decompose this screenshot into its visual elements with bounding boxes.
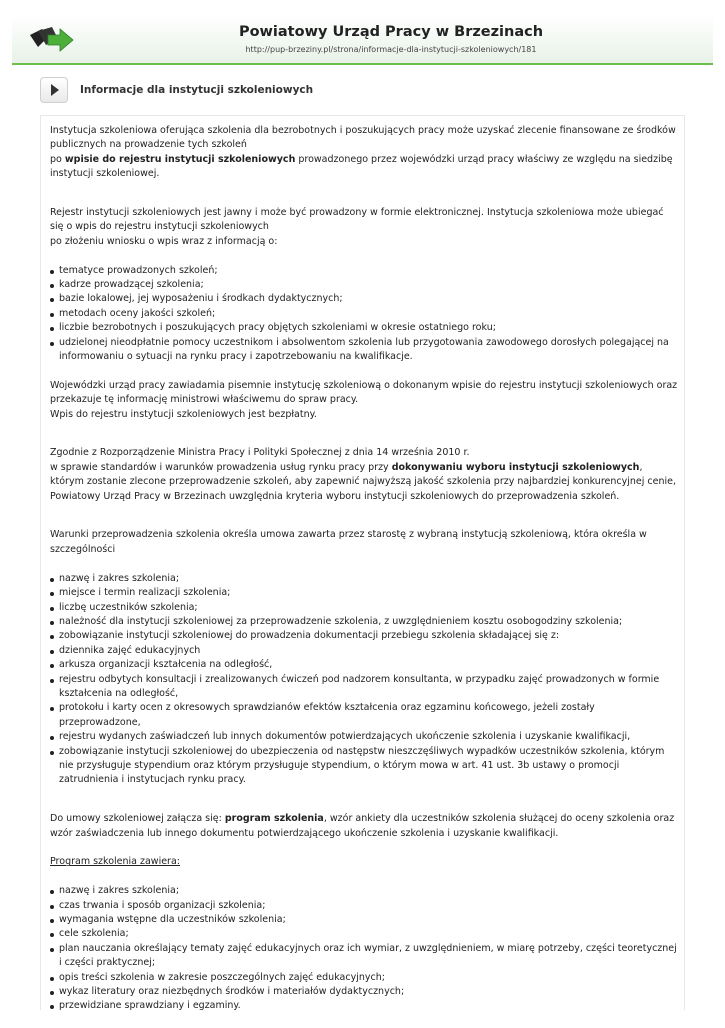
list-item: cele szkolenia; — [50, 927, 678, 941]
list-item: liczbę uczestników szkolenia; — [50, 601, 678, 615]
list-program-contents — [50, 884, 678, 1014]
text: Instytucja szkoleniowa oferująca szkolenia dla bezrobotnych i poszukujących pracy może uzyskać zlecenie finansowane ze środków publicznych na prowadzenie tych szkoleń — [50, 125, 676, 151]
text: Rejestr instytucji szkoleniowych jest jawny i może być prowadzony w formie elektronicznej. Instytucja szkoleniowa może ubiegać się o wpis do rejestru instytucji szkoleniowych — [50, 207, 664, 233]
list-item: kadrze prowadzącej szkolenia; — [50, 278, 678, 292]
text: , wzór ankiety dla uczestników szkolenia służącej do oceny szkolenia oraz wzór zaświadczenia lub innego dokumentu potwierdzającego ukończenie szkolenia i uzyskanie kwalifikacji. — [50, 813, 675, 839]
text: Zgodnie z Rozporządzenie Ministra Pracy i Polityki Społecznej z dnia 14 września 2010 r. — [50, 447, 470, 459]
site-title: Powiatowy Urząd Pracy w Brzezinach — [238, 24, 544, 40]
text: prowadzonego przez wojewódzki urząd pracy właściwy ze względu na siedzibę instytucji szkoleniowej. — [50, 153, 673, 180]
list-item: udzielonej nieodpłatnie pomocy uczestnikom i absolwentom szkolenia lub przygotowania zawodowego dorosłych polegającej na informowaniu o sytuacji na rynku pracy i zapotrzebowaniu na kwalifikacje. — [50, 336, 678, 365]
header-divider — [12, 63, 713, 65]
text: w sprawie standardów i warunków prowadzenia usług rynku pracy przy — [50, 461, 392, 473]
paragraph — [50, 812, 678, 841]
bold-text: dokonywaniu wyboru instytucji szkoleniowych — [391, 461, 640, 473]
text: Wpis do rejestru instytucji szkoleniowych jest bezpłatny. — [50, 408, 317, 420]
list-item: wykaz literatury oraz niezbędnych środków i materiałów dydaktycznych; — [50, 985, 678, 999]
text: , którym zostanie zlecone przeprowadzenie szkoleń, aby zapewnić najwyższą jakość szkolenia przy najbardziej konkurencyjnej cenie, Powiatowy Urząd Pracy w Brzezinach uwzględnia kryteria wyboru instytucji szkoleniowych do przeprowadzenia szkoleń. — [50, 461, 676, 502]
paragraph — [50, 379, 678, 422]
paragraph — [50, 124, 678, 182]
bold-text: wpisie do rejestru instytucji szkoleniowych — [64, 153, 296, 165]
text: po złożeniu wniosku o wpis wraz z informacją o: — [50, 235, 278, 247]
list-registry-info — [50, 264, 678, 365]
list-item: wymagania wstępne dla uczestników szkolenia; — [50, 913, 678, 927]
list-item: protokołu i karty ocen z okresowych sprawdzianów efektów kształcenia oraz egzaminu końcowego, jeżeli zostały przeprowadzone, — [50, 701, 678, 730]
text: Do umowy szkoleniowej załącza się: — [50, 813, 225, 825]
section-arrow-button[interactable] — [40, 77, 68, 103]
list-item: tematyce prowadzonych szkoleń; — [50, 264, 678, 278]
section-title: Informacje dla instytucji szkoleniowych — [80, 84, 314, 96]
list-item: dziennika zajęć edukacyjnych — [50, 644, 678, 658]
list-item: należność dla instytucji szkoleniowej za przeprowadzenie szkolenia, z uwzględnieniem kosztu osobogodziny szkolenia; — [50, 615, 678, 629]
paragraph — [50, 855, 678, 869]
article-content — [50, 124, 678, 1028]
list-item: plan nauczania określający tematy zajęć edukacyjnych oraz ich wymiar, z uwzględnieniem, w miarę potrzeby, części teoretycznej i części praktycznej; — [50, 942, 678, 971]
list-item: nazwę i zakres szkolenia; — [50, 572, 678, 586]
bold-text: program szkolenia — [224, 813, 324, 825]
paragraph — [50, 206, 678, 249]
list-item: metodach oceny jakości szkoleń; — [50, 307, 678, 321]
list-item: opis treści szkolenia w zakresie poszczególnych zajęć edukacyjnych; — [50, 971, 678, 985]
play-arrow-icon — [50, 84, 60, 96]
paragraph: Warunki przeprowadzenia szkolenia określa umowa zawarta przez starostę z wybraną instytucją szkoleniową, która określa w szczególności — [50, 529, 647, 555]
site-url[interactable]: http://pup-brzeziny.pl/strona/informacje-dla-instytucji-szkoleniowych/181 — [245, 45, 537, 54]
list-item: przewidziane sprawdziany i egzaminy. — [50, 999, 678, 1013]
list-item: arkusza organizacji kształcenia na odległość, — [50, 658, 678, 672]
underlined-heading: Program szkolenia zawiera: — [50, 856, 180, 868]
list-item: zobowiązanie instytucji szkoleniowej do ubezpieczenia od następstw nieszczęśliwych wypadków uczestników szkolenia, którym nie przysługuje stypendium oraz którym przysługuje stypendium, o którym mowa w art. 41 ust. 3b ustawy o promocji zatrudnienia i instytucjach rynku pracy. — [50, 745, 678, 788]
text: Wojewódzki urząd pracy zawiadamia pisemnie instytucję szkoleniową o dokonanym wpisie do rejestru instytucji szkoleniowych oraz przekazuje tę informację ministrowi właściwemu do spraw pracy. — [50, 379, 678, 406]
list-item: liczbie bezrobotnych i poszukujących pracy objętych szkoleniami w okresie ostatniego roku; — [50, 321, 678, 335]
list-item: miejsce i termin realizacji szkolenia; — [50, 586, 678, 600]
logo-arrow-icon — [28, 25, 74, 53]
paragraph — [50, 446, 678, 504]
list-item: rejestru odbytych konsultacji i zrealizowanych ćwiczeń pod nadzorem konsultanta, w przypadku zajęć prowadzonych w formie kształcenia na odległość, — [50, 673, 678, 702]
list-item: rejestru wydanych zaświadczeń lub innych dokumentów potwierdzających ukończenie szkolenia i uzyskanie kwalifikacji, — [50, 730, 678, 744]
list-item: czas trwania i sposób organizacji szkolenia; — [50, 899, 678, 913]
list-item: nazwę i zakres szkolenia; — [50, 884, 678, 898]
list-contract-terms — [50, 572, 678, 788]
text: po — [50, 153, 65, 165]
list-item: bazie lokalowej, jej wyposażeniu i środkach dydaktycznych; — [50, 292, 678, 306]
list-item: zobowiązanie instytucji szkoleniowej do prowadzenia dokumentacji przebiegu szkolenia składającej się z: — [50, 629, 678, 643]
